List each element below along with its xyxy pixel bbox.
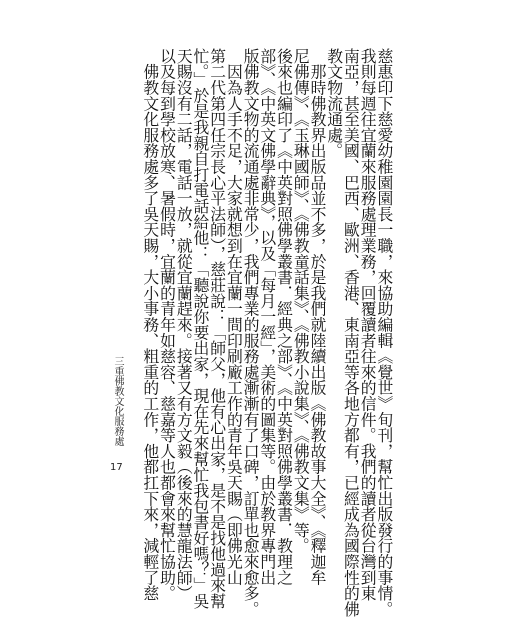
text-column: 教文物流通處。	[324, 48, 344, 159]
text-column: 忙。」於是我親自打電話給他：「聽說你要出家，現在先來幫忙我包書好嗎？」吳	[190, 48, 210, 609]
vertical-text-body	[140, 48, 394, 617]
text-column: 我則每週往宜蘭來服務處理業務，回覆讀者往來的信件。我們的讀者從台灣到東	[358, 48, 378, 601]
text-column: 慈惠印下慈愛幼稚園園長一職，來協助編輯《覺世》旬刊，幫忙出版發行的事情。	[374, 48, 394, 617]
text-column: 南亞，甚至美國、巴西、歐洲、香港、東南亞等各地方都有，已經成為國際性的佛	[341, 48, 361, 617]
text-column: 後來也編印了《中英對照佛學叢書．經典之部》、《中英對照佛學叢書．教理之	[274, 48, 294, 586]
text-column: 那時佛教界出版品並不多，於是我們就陸續出版《佛教故事大全》、《釋迦牟	[307, 48, 327, 586]
text-column: 佛教文化服務處多了吳天賜，大小事務、粗重的工作，他都扛下來，減輕了慈	[140, 48, 160, 601]
book-section-title: 三重佛教文化服務處	[112, 356, 123, 446]
text-column: 因為人手不足，大家就想到在宜蘭一間印刷廠工作的青年吳天賜（即佛光山	[224, 48, 244, 586]
text-column: 天賜沒有二話，電話一放，就從宜蘭趕來。接著又有方文毅（後來的慧龍法師）	[174, 48, 194, 601]
text-column: 第二代第四任宗長心平法師），慈莊說：「師父，他有心出家，是不是找他過來幫	[207, 48, 227, 609]
text-column: 尼佛傳》、《玉琳國師》、《佛教童話集》、《佛教小說集》、《佛教文集》等。	[291, 48, 311, 554]
running-footer	[112, 356, 122, 446]
text-column: 以及每到學校放寒、暑假時，宜蘭的青年如慈容、慈嘉等人也都會來幫忙協助。	[157, 48, 177, 601]
page-number: 17	[110, 462, 123, 473]
text-column: 版佛教文物的流通處非常少，我們專業的服務處漸漸有了口碑，訂單也愈來愈多。	[241, 48, 261, 617]
text-column: 部》、《中英文佛學辭典》，以及「每月一經」，美術的圖集等。由於教界專門出	[257, 48, 277, 586]
